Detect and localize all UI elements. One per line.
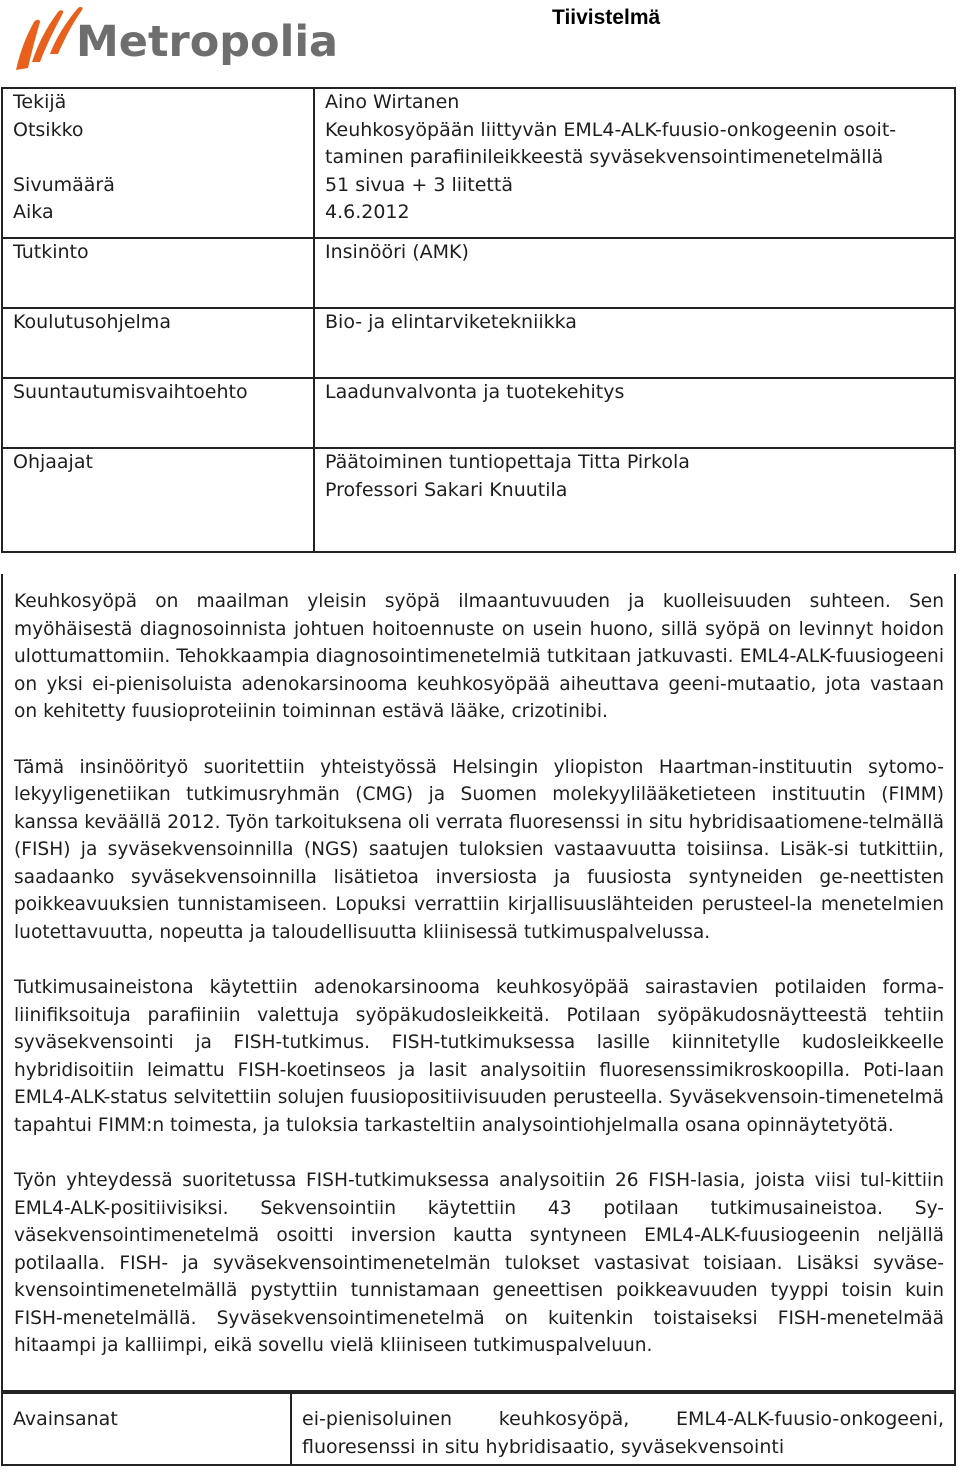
metadata-row-suuntautuminen xyxy=(2,378,955,448)
metadata-row-tutkinto xyxy=(2,238,955,308)
keywords-table xyxy=(1,1392,956,1466)
metadata-row-koulutusohjelma xyxy=(2,308,955,378)
keywords-value: ei-pienisoluinen keuhkosyöpä, EML4-ALK-fuusio-onkogeeni, fluoresenssi in situ hybridisaatio, syväsekvensointi xyxy=(291,1393,955,1465)
metadata-table xyxy=(1,87,956,553)
tutkinto-label: Tutkinto xyxy=(2,238,314,308)
ohjaajat-value: Päätoiminen tuntiopettaja Titta Pirkola Professori Sakari Knuutila xyxy=(314,448,955,552)
ohjaajat-label: Ohjaajat xyxy=(2,448,314,552)
metadata-values: Aino Wirtanen Keuhkosyöpään liittyvän EML4-ALK-fuusio-onkogeenin osoit- taminen parafiinileikkeestä syväsekvensointimenetelmällä 51 sivua + 3 liitettä 4.6.2012 xyxy=(314,88,955,238)
abstract-paragraph-2: Tämä insinöörityö suoritettiin yhteistyössä Helsingin yliopiston Haartman-instituutin sytomo-lekyyligenetiikan tutkimusryhmän (CMG) ja Suomen molekyylilääketieteen instituutin (FIMM) kanssa keväällä 2012. Työn tarkoituksena oli verrata fluoresenssi in situ hybridisaatiomene-telmällä (FISH) ja syväsekvensoinnilla (NGS) saatujen tuloksien vastaavuutta toisiinsa. Lisäk-si tutkittiin, saadaanko syväsekvensoinnilla lisätietoa inversiosta ja fuusiosta syntyneiden ge-neettisten poikkeavuuksien tunnistamiseen. Lopuksi verrattiin kirjallisuuslähteiden perusteel-la menetelmien luotettavuutta, nopeutta ja taloudellisuutta kliinisessä tutkimuspalvelussa. xyxy=(14,756,944,943)
document-type-heading: Tiivistelmä xyxy=(552,6,661,29)
keywords-label: Avainsanat xyxy=(2,1393,291,1465)
abstract-body xyxy=(1,574,956,1392)
koulutusohjelma-label: Koulutusohjelma xyxy=(2,308,314,378)
suuntautuminen-value: Laadunvalvonta ja tuotekehitys xyxy=(314,378,955,448)
svg-text:Metropolia: Metropolia xyxy=(76,17,339,67)
abstract-paragraph-1: Keuhkosyöpä on maailman yleisin syöpä ilmaantuvuuden ja kuolleisuuden suhteen. Sen myöhäisestä diagnosoinnista johtuen hoitoennuste on usein huono, sillä syöpä on levinnyt hoidon ulottumattomiin. Tehokkaampia diagnosointimenetelmiä tutkitaan jatkuvasti. EML4-ALK-fuusiogeeni on yksi ei-pienisoluista adenokarsinooma keuhkosyöpää aiheuttava geeni-mutaatio, jota vastaan on kehitetty fuusioproteiinin toiminnan estävä lääke, crizotinibi. xyxy=(14,591,944,722)
suuntautuminen-label: Suuntautumisvaihtoehto xyxy=(2,378,314,448)
metadata-row-ohjaajat xyxy=(2,448,955,552)
metropolia-logo-mark xyxy=(10,2,339,74)
abstract-paragraph-3: Tutkimusaineistona käytettiin adenokarsinooma keuhkosyöpää sairastavien potilaiden forma-liinifiksoituja parafiiniin valettuja syöpäkudosleikkeitä. Potilaan syöpäkudosnäytteestä tehtiin syväsekvensointi ja FISH-tutkimus. FISH-tutkimuksessa lasille kiinnitetylle kudosleikkeelle hybridisoitiin leimattu FISH-koetinseos ja lasit analysoitiin fluoresenssimikroskoopilla. Poti-laan EML4-ALK-status selvitettiin solujen fuusiopositiivisuuden perusteella. Syväsekvensoin-timenetelmä tapahtui FIMM:n toimesta, ja tuloksia tarkasteltiin analysointiohjelmalla osana opinnäytetyötä. xyxy=(14,977,944,1136)
koulutusohjelma-value: Bio- ja elintarviketekniikka xyxy=(314,308,955,378)
keywords-row xyxy=(2,1393,955,1465)
abstract-paragraph-4: Työn yhteydessä suoritetussa FISH-tutkimuksessa analysoitiin 26 FISH-lasia, joista viisi tul-kittiin EML4-ALK-positiivisiksi. Sekvensointiin käytettiin 43 potilaan tutkimusaineistoa. Sy-väsekvensointimenetelmä osoitti inversion kautta syntyneen EML4-ALK-fuusiogeenin neljällä potilaalla. FISH- ja syväsekvensointimenetelmän tulokset vastasivat toisiaan. Lisäksi syväse-kvensointimenetelmällä pystyttiin tunnistamaan geneettisen poikkeavuuden tyyppi toisin kuin FISH-menetelmällä. Syväsekvensointimenetelmä on kuitenkin toistaiseksi FISH-menetelmää hitaampi ja kalliimpi, eikä sovellu vielä kliiniseen tutkimuspalveluun. xyxy=(14,1170,944,1356)
metadata-row-main xyxy=(2,88,955,238)
metropolia-logo xyxy=(10,2,339,74)
metadata-labels: Tekijä Otsikko Sivumäärä Aika xyxy=(2,88,314,238)
tutkinto-value: Insinööri (AMK) xyxy=(314,238,955,308)
